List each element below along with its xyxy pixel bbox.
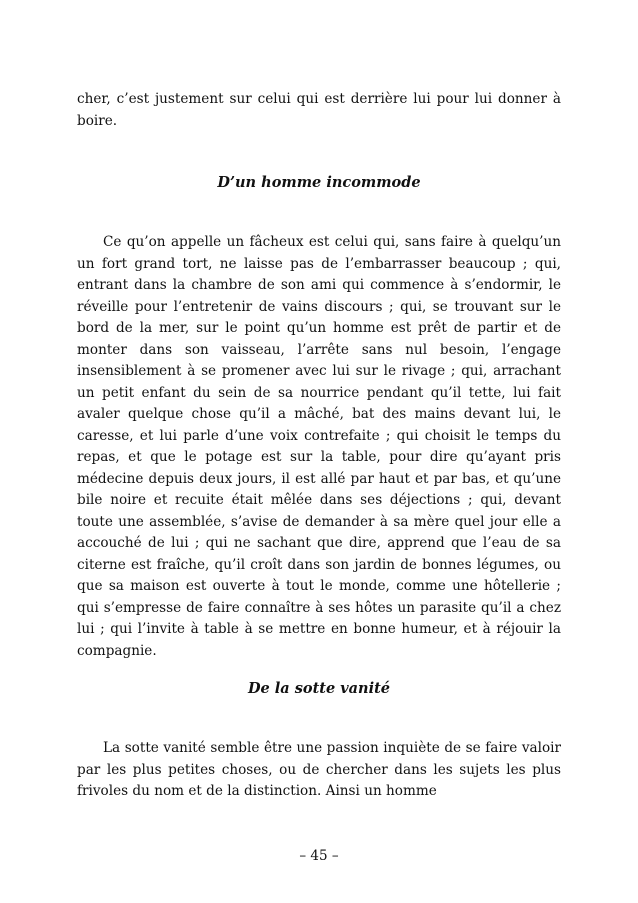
section-body-sotte-vanite: La sotte vanité semble être une passion inquiète de se faire valoir par les plus petites choses, ou de chercher dans les sujets les plus frivoles du nom et de la distinction. Ainsi un homme bbox=[77, 740, 561, 799]
continuation-paragraph: cher, c’est justement sur celui qui est derrière lui pour lui donner à boire. bbox=[77, 91, 561, 129]
section-title-homme-incommode: D’un homme incommode bbox=[217, 174, 421, 191]
section-body-homme-incommode: Ce qu’on appelle un fâcheux est celui qui, sans faire à quelqu’un un fort grand tort, ne laisse pas de l’embarrasser beaucoup ; qui, entrant dans la chambre de son ami qui commence à s’endormir, le réveille pour l’entretenir de vains discours ; qui, se trouvant sur le bord de la mer, sur le point qu’un homme est prêt de partir et de monter dans son vaisseau, l’arrête sans nul besoin, l’engage insensiblement à se promener avec lui sur le rivage ; qui, arrachant un petit enfant du sein de sa nourrice pendant qu’il tette, lui fait avaler quelque chose qu’il a mâché, bat des mains devant lui, le caresse, et lui parle d’une voix contrefaite ; qui choisit le temps du repas, et que le potage est sur la table, pour dire qu’ayant pris médecine depuis deux jours, il est allé par haut et par bas, et qu’une bile noire et recuite était mêlée dans ses déjections ; qui, devant toute une assemblée, s’avise de demander à sa mère quel jour elle a accouché de lui ; qui ne sachant que dire, apprend que l’eau de sa citerne est fraîche, qu’il croît dans son jardin de bonnes légumes, ou que sa maison est ouverte à tout le monde, comme une hôtellerie ; qui s’empresse de faire connaître à ses hôtes un parasite qu’il a chez lui ; qui l’invite à table à se mettre en bonne humeur, et à réjouir la compagnie. bbox=[77, 234, 561, 659]
page-number: – 45 – bbox=[299, 848, 339, 864]
section-title-sotte-vanite: De la sotte vanité bbox=[247, 680, 391, 697]
